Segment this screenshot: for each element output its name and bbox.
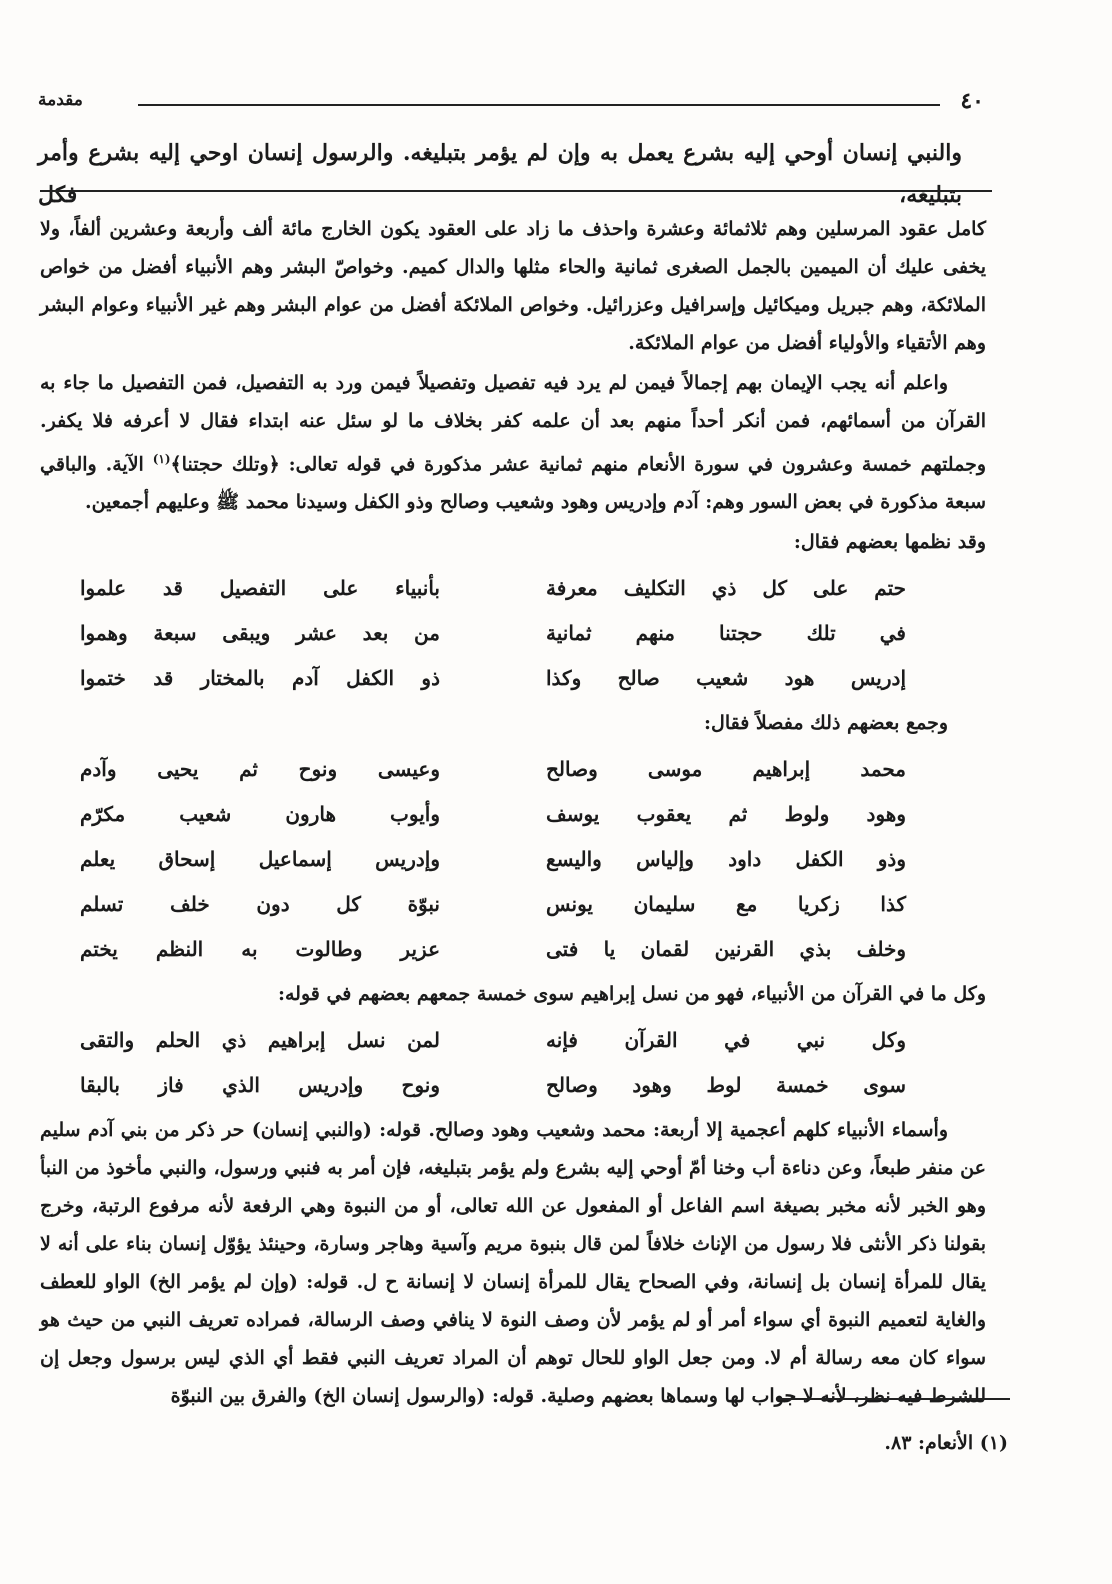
- paragraph: وكل ما في القرآن من الأنبياء، فهو من نسل إبراهيم سوى خمسة جمعهم بعضهم في قوله:: [277, 983, 986, 1006]
- page-number: ٤٠: [960, 88, 984, 114]
- verse-first-hemistich: كذا زكريا مع سليمان يونس: [546, 891, 906, 916]
- verse: [80, 836, 906, 881]
- verse-second-hemistich: بأنبياء على التفصيل قد علموا: [80, 575, 440, 600]
- verse: [80, 881, 906, 926]
- paragraph-text: واعلم أنه يجب الإيمان بهم إجمالاً فيمن لم يرد فيه تفصيل وتفصيلاً فيمن ورد به التفصيل، فمن التفصيل ما جاء به القرآن من أسمائهم، فمن أنكر أحداً منهم بعد أن علمه كفر بخلاف ما لو سئل عنه ابتداء فقال لا أعرفه فلا يكفر. وجملتهم خمسة وعشرون في سورة الأنعام منهم ثمانية عشر مذكورة في قوله تعالى: ﴿وتلك حجتنا﴾: [40, 372, 986, 476]
- verse-first-hemistich: وذو الكفل داود وإلياس واليسع: [546, 846, 906, 871]
- paragraph: كامل عقود المرسلين وهم ثلاثمائة وعشرة واحذف ما زاد على العقود يكون الخارج مائة ألف وأربعة وعشرين ألفاً، ولا يخفى عليك أن الميمين بالجمل الصغرى ثمانية والحاء مثلها والدال كميم. وخواصّ البشر وهم الأنبياء أفضل من خواص الملائكة، وهم جبريل وميكائيل وإسرافيل وعزرائيل. وخواص الملائكة أفضل من عوام البشر وهم غير الأنبياء وعوام البشر وهم الأتقياء والأولياء أفضل من عوام الملائكة.: [40, 218, 986, 354]
- verse-second-hemistich: ونوح وإدريس الذي فاز بالبقا: [80, 1072, 440, 1097]
- poem: [40, 746, 986, 971]
- verse-second-hemistich: من بعد عشر ويبقى سبعة وهموا: [80, 620, 440, 645]
- verse-first-hemistich: وهود ولوط ثم يعقوب يوسف: [546, 801, 906, 826]
- verse-first-hemistich: حتم على كل ذي التكليف معرفة: [546, 575, 906, 600]
- verse: [80, 655, 906, 700]
- verse: [80, 746, 906, 791]
- footnote-ref: (١): [152, 452, 171, 466]
- verse-second-hemistich: وأيوب هارون شعيب مكرّم: [80, 801, 440, 826]
- verse-second-hemistich: عزير وطالوت به النظم يختم: [80, 936, 440, 961]
- paragraph: [40, 364, 986, 521]
- matn-divider: [40, 190, 992, 192]
- verse-second-hemistich: لمن نسل إبراهيم ذي الحلم والتقى: [80, 1027, 440, 1052]
- verse-first-hemistich: وخلف بذي القرنين لقمان يا فتى: [546, 936, 906, 961]
- matn-text: والنبي إنسان أوحي إليه بشرع يعمل به وإن لم يؤمر بتبليغه. والرسول إنسان اوحي إليه بشرع وأمر بتبليغه، فكل: [38, 140, 962, 208]
- verse-second-hemistich: نبوّة كل دون خلف تسلم: [80, 891, 440, 916]
- footnote: (١) الأنعام: ٨٣.: [884, 1432, 1008, 1454]
- page-header: [38, 88, 984, 118]
- verse: [80, 926, 906, 971]
- verse: [80, 610, 906, 655]
- paragraph: وجمع بعضهم ذلك مفصلاً فقال:: [704, 712, 948, 735]
- verse-first-hemistich: في تلك حجتنا منهم ثمانية: [546, 620, 906, 645]
- footnote-divider: [778, 1398, 1010, 1400]
- paragraph: وقد نظمها بعضهم فقال:: [793, 531, 986, 554]
- verse-first-hemistich: محمد إبراهيم موسى وصالح: [546, 756, 906, 781]
- verse-first-hemistich: إدريس هود شعيب صالح وكذا: [546, 665, 906, 690]
- verse: [80, 1017, 906, 1062]
- verse: [80, 565, 906, 610]
- running-title: مقدمة: [38, 90, 83, 110]
- verse-first-hemistich: وكل نبي في القرآن فإنه: [546, 1027, 906, 1052]
- paragraph-text: الآية. والباقي سبعة مذكورة في بعض السور وهم: آدم وإدريس وهود وشعيب وصالح وذو الكفل وسيدنا محمد ﷺ وعليهم أجمعين.: [40, 453, 986, 514]
- commentary-body: [40, 210, 986, 1415]
- paragraph: وأسماء الأنبياء كلهم أعجمية إلا أربعة: محمد وشعيب وهود وصالح. قوله: (والنبي إنسان) حر ذكر من بني آدم سليم عن منفر طبعاً، وعن دناءة أب وخنا أمّ أوحي إليه بشرع ولم يؤمر بتبليغه، فإن أمر به فنبي ورسول، والنبي مأخوذ من النبأ وهو الخبر لأنه مخبر بصيغة اسم الفاعل أو المفعول عن الله تعالى، أو من النبوة وهي الرفعة لأنه مرفوع الرتبة، وخرج بقولنا ذكر الأنثى فلا رسول من الإناث خلافاً لمن قال بنبوة مريم وآسية وهاجر وسارة، وحينئذ يؤوّل إنسان بناء على أنه لا يقال للمرأة إنسان بل إنسانة، وفي الصحاح يقال للمرأة إنسان لا إنسانة ح ل. قوله: (وإن لم يؤمر الخ) الواو للعطف والغاية لتعميم النبوة أي سواء أمر أو لم يؤمر لأن وصف النوة لا ينافي وصف الرسالة، فمراده تعريف النبي من حيث هو سواء كان معه رسالة أم لا. ومن جعل الواو للحال توهم أن المراد تعريف النبي فقط أي الذي ليس برسول وجعل إن للشرط فيه نظر، لأنه لا جواب لها وسماها بعضهم وصلية. قوله: (والرسول إنسان الخ) والفرق بين النبوّة: [40, 1119, 986, 1408]
- verse: [80, 1062, 906, 1107]
- header-rule: [138, 104, 940, 106]
- verse-first-hemistich: سوى خمسة لوط وهود وصالح: [546, 1072, 906, 1097]
- verse-second-hemistich: وعيسى ونوح ثم يحيى وآدم: [80, 756, 440, 781]
- poem: [40, 565, 986, 700]
- poem: [40, 1017, 986, 1107]
- verse-second-hemistich: وإدريس إسماعيل إسحاق يعلم: [80, 846, 440, 871]
- verse-second-hemistich: ذو الكفل آدم بالمختار قد ختموا: [80, 665, 440, 690]
- verse: [80, 791, 906, 836]
